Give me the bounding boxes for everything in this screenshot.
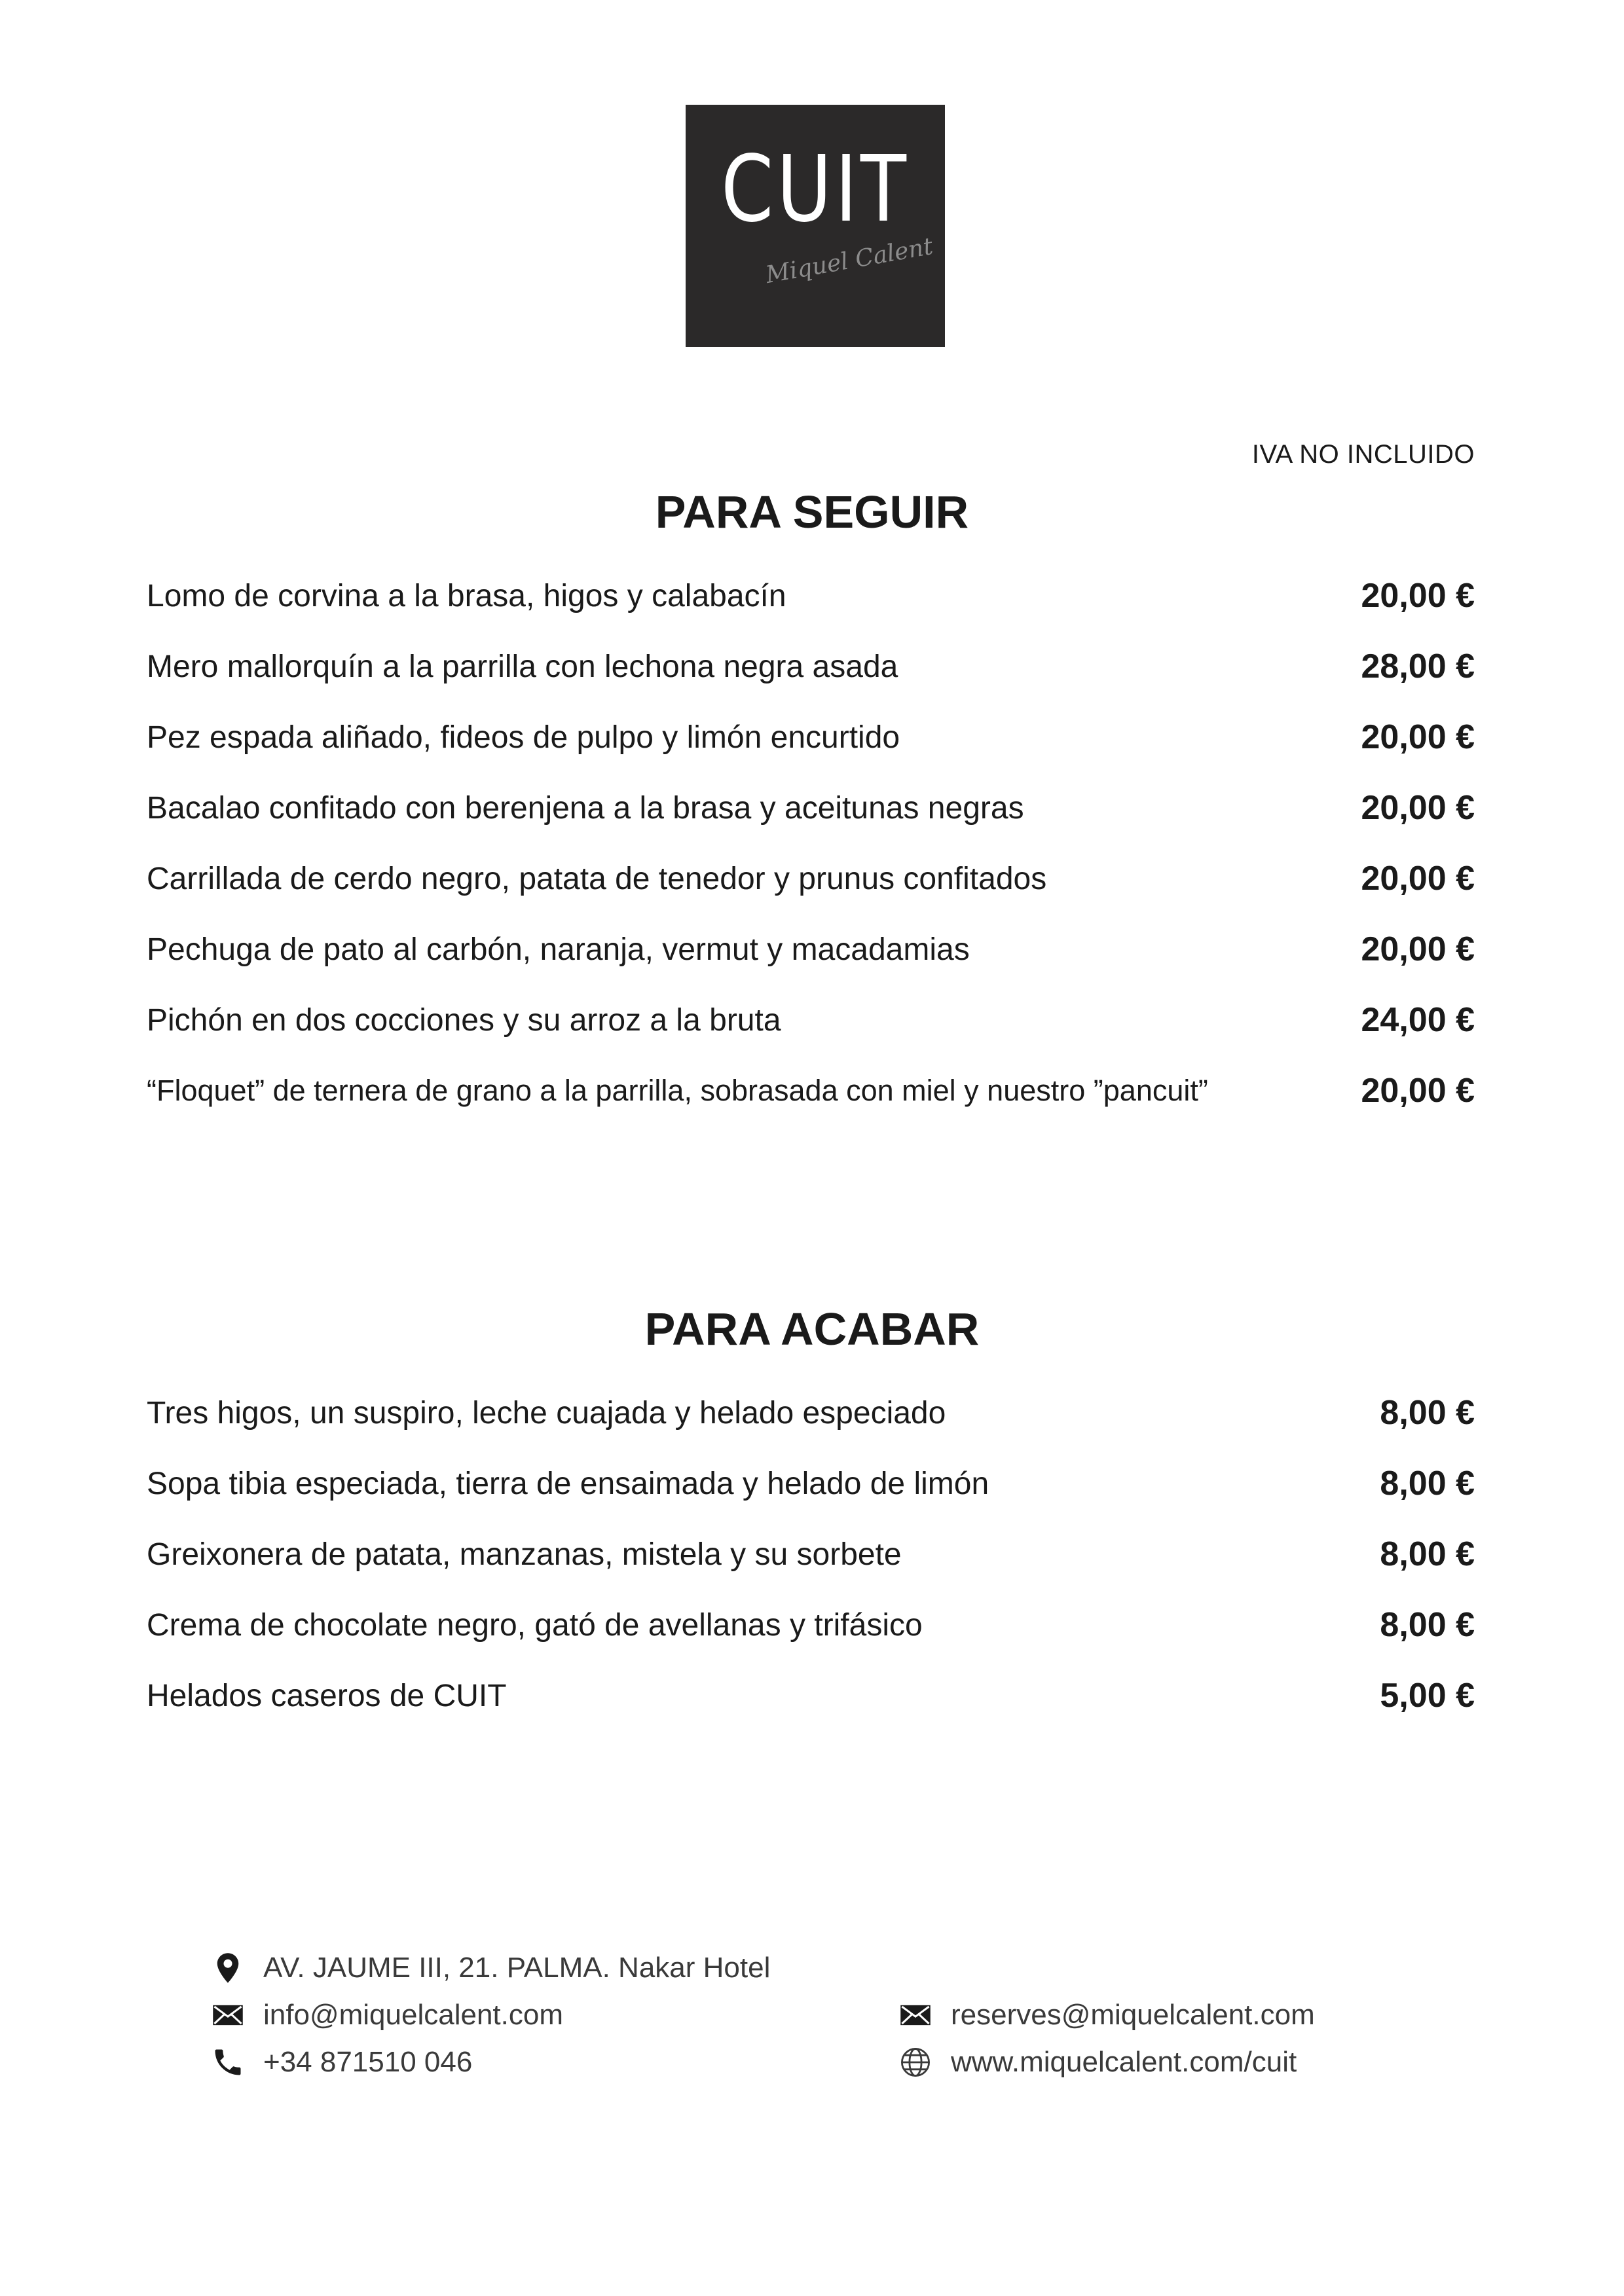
phone-number[interactable]: +34 871510 046 — [263, 2046, 473, 2078]
menu-item — [147, 914, 1475, 985]
restaurant-logo — [686, 105, 945, 347]
menu-item — [147, 702, 1475, 773]
dish-name: Bacalao confitado con berenjena a la brasa y aceitunas negras — [147, 790, 1024, 826]
dish-price: 8,00 € — [1380, 1394, 1475, 1432]
menu-item — [147, 1377, 1475, 1448]
dish-price: 20,00 € — [1361, 577, 1475, 615]
dish-name: Carrillada de cerdo negro, patata de tenedor y prunus confitados — [147, 861, 1047, 896]
phone-icon — [211, 2045, 245, 2079]
menu-item — [147, 1448, 1475, 1519]
vat-notice: IVA NO INCLUIDO — [1251, 440, 1475, 469]
dish-price: 20,00 € — [1361, 789, 1475, 827]
dish-name: Greixonera de patata, manzanas, mistela y su sorbete — [147, 1537, 902, 1572]
logo-wordmark: CUIT — [721, 136, 910, 243]
dish-name: Helados caseros de CUIT — [147, 1678, 507, 1713]
website-line[interactable] — [898, 2039, 1315, 2086]
dish-name: Pichón en dos cocciones y su arroz a la bruta — [147, 1002, 781, 1038]
dish-name: Pechuga de pato al carbón, naranja, vermut y macadamias — [147, 932, 970, 967]
section-title-para-seguir: PARA SEGUIR — [655, 486, 969, 538]
phone-line[interactable] — [211, 2039, 770, 2086]
dish-price: 8,00 € — [1380, 1465, 1475, 1503]
dish-price: 20,00 € — [1361, 860, 1475, 898]
footer-contacts-right — [898, 1992, 1315, 2086]
dish-price: 20,00 € — [1361, 1072, 1475, 1110]
dish-price: 20,00 € — [1361, 718, 1475, 756]
menu-item — [147, 1590, 1475, 1660]
dish-price: 24,00 € — [1361, 1001, 1475, 1039]
dish-name: Sopa tibia especiada, tierra de ensaimada y helado de limón — [147, 1466, 989, 1501]
menu-item — [147, 985, 1475, 1055]
menu-list-para-acabar — [147, 1377, 1475, 1731]
dish-price: 8,00 € — [1380, 1606, 1475, 1644]
address-text: AV. JAUME III, 21. PALMA. Nakar Hotel — [263, 1952, 771, 1984]
email-line[interactable] — [211, 1992, 770, 2039]
menu-item — [147, 1519, 1475, 1590]
location-pin-icon — [211, 1951, 245, 1985]
envelope-icon — [898, 1998, 932, 2032]
dish-name: “Floquet” de ternera de grano a la parrilla, sobrasada con miel y nuestro ”pancuit” — [147, 1074, 1208, 1107]
menu-item — [147, 631, 1475, 702]
footer-contacts-left — [211, 1944, 770, 2086]
dish-name: Lomo de corvina a la brasa, higos y calabacín — [147, 578, 786, 613]
menu-item — [147, 773, 1475, 843]
dish-price: 8,00 € — [1380, 1535, 1475, 1573]
dish-price: 5,00 € — [1380, 1677, 1475, 1715]
dish-name: Mero mallorquín a la parrilla con lechona negra asada — [147, 649, 898, 684]
dish-name: Pez espada aliñado, fideos de pulpo y limón encurtido — [147, 720, 900, 755]
menu-item — [147, 1055, 1475, 1126]
address-line — [211, 1944, 770, 1992]
dish-price: 20,00 € — [1361, 930, 1475, 968]
dish-price: 28,00 € — [1361, 647, 1475, 685]
globe-icon — [898, 2045, 932, 2079]
menu-item — [147, 1660, 1475, 1731]
reservations-line[interactable] — [898, 1992, 1315, 2039]
website-link[interactable]: www.miquelcalent.com/cuit — [951, 2046, 1297, 2078]
menu-item — [147, 843, 1475, 914]
envelope-icon — [211, 1998, 245, 2032]
logo-signature: Miquel Calent — [764, 232, 935, 289]
email-link[interactable]: info@miquelcalent.com — [263, 1999, 563, 2031]
menu-item — [147, 560, 1475, 631]
reservations-email-link[interactable]: reserves@miquelcalent.com — [951, 1999, 1315, 2031]
menu-list-para-seguir — [147, 560, 1475, 1126]
section-title-para-acabar: PARA ACABAR — [644, 1303, 980, 1355]
dish-name: Crema de chocolate negro, gató de avellanas y trifásico — [147, 1607, 923, 1643]
dish-name: Tres higos, un suspiro, leche cuajada y helado especiado — [147, 1395, 946, 1430]
